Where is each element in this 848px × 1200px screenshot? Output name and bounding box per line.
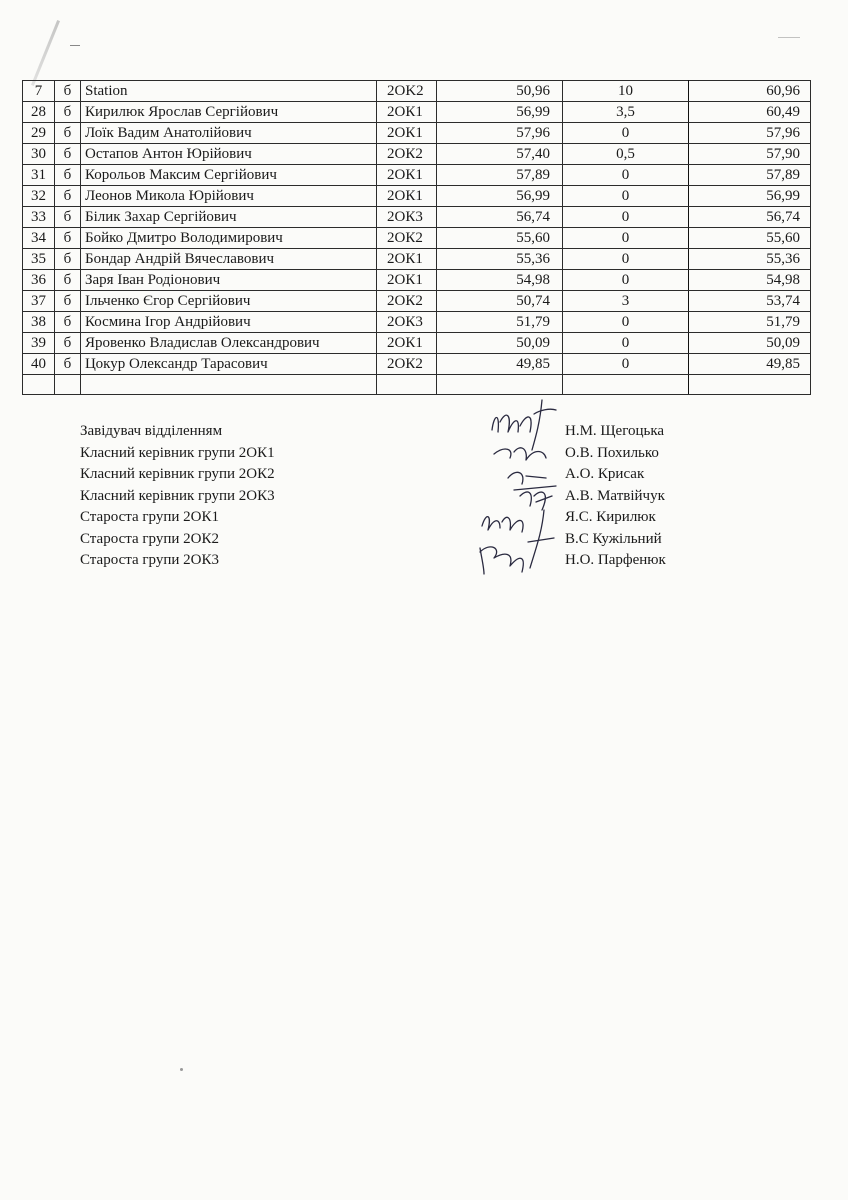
signatory-name: Н.М. Щегоцька bbox=[565, 423, 665, 439]
empty-cell bbox=[81, 375, 377, 395]
table-row bbox=[23, 312, 811, 333]
total-score: 57,96 bbox=[689, 123, 811, 144]
row-number: 32 bbox=[23, 186, 55, 207]
group-code: 2ОК2 bbox=[377, 354, 437, 375]
group-code: 2ОК1 bbox=[377, 333, 437, 354]
student-name: Бондар Андрій Вячеславович bbox=[81, 249, 377, 270]
empty-cell bbox=[377, 375, 437, 395]
signature-row bbox=[0, 506, 848, 528]
average-score: 50,96 bbox=[437, 81, 563, 102]
signature-row bbox=[0, 528, 848, 550]
study-form: б bbox=[55, 102, 81, 123]
table-row bbox=[23, 228, 811, 249]
total-score: 56,74 bbox=[689, 207, 811, 228]
bonus-points: 3 bbox=[563, 291, 689, 312]
table-row bbox=[23, 333, 811, 354]
total-score: 57,89 bbox=[689, 165, 811, 186]
student-name: Яровенко Владислав Олександрович bbox=[81, 333, 377, 354]
signature-row bbox=[0, 463, 848, 485]
study-form: б bbox=[55, 144, 81, 165]
signatory-role: Класний керівник групи 2ОК1 bbox=[80, 444, 275, 461]
scan-artifact-speck bbox=[180, 1068, 183, 1071]
signatory-role: Завідувач відділенням bbox=[80, 423, 223, 439]
signatory-role: Староста групи 2ОК1 bbox=[80, 509, 219, 525]
total-score: 49,85 bbox=[689, 354, 811, 375]
total-score: 53,74 bbox=[689, 291, 811, 312]
row-number: 34 bbox=[23, 228, 55, 249]
table-row-empty bbox=[23, 375, 811, 395]
average-score: 57,40 bbox=[437, 144, 563, 165]
average-score: 57,96 bbox=[437, 123, 563, 144]
study-form: б bbox=[55, 291, 81, 312]
total-score: 51,79 bbox=[689, 312, 811, 333]
study-form: б bbox=[55, 165, 81, 186]
bonus-points: 10 bbox=[563, 81, 689, 102]
signatory-name: Н.О. Парфенюк bbox=[565, 552, 666, 568]
table-row bbox=[23, 249, 811, 270]
group-code: 2OK2 bbox=[377, 81, 437, 102]
table-row bbox=[23, 123, 811, 144]
average-score: 54,98 bbox=[437, 270, 563, 291]
signatory-name: О.В. Похилько bbox=[565, 444, 659, 461]
empty-cell bbox=[563, 375, 689, 395]
student-name: Лоїк Вадим Анатолійович bbox=[81, 123, 377, 144]
student-name: Station bbox=[81, 81, 377, 102]
student-name: Космина Ігор Андрійович bbox=[81, 312, 377, 333]
bonus-points: 0 bbox=[563, 354, 689, 375]
average-score: 55,36 bbox=[437, 249, 563, 270]
signature-row bbox=[0, 442, 848, 464]
total-score: 54,98 bbox=[689, 270, 811, 291]
group-code: 2ОК2 bbox=[377, 291, 437, 312]
signature-row bbox=[0, 549, 848, 571]
row-number: 38 bbox=[23, 312, 55, 333]
row-number: 31 bbox=[23, 165, 55, 186]
average-score: 56,99 bbox=[437, 186, 563, 207]
signatory-name: В.С Кужільний bbox=[565, 530, 662, 547]
group-code: 2ОК2 bbox=[377, 228, 437, 249]
empty-cell bbox=[55, 375, 81, 395]
bonus-points: 0,5 bbox=[563, 144, 689, 165]
bonus-points: 0 bbox=[563, 165, 689, 186]
ranking-table bbox=[22, 80, 811, 395]
student-name: Корольов Максим Сергійович bbox=[81, 165, 377, 186]
bonus-points: 0 bbox=[563, 312, 689, 333]
group-code: 2ОК2 bbox=[377, 144, 437, 165]
signatory-role: Класний керівник групи 2ОК3 bbox=[80, 487, 275, 504]
study-form: б bbox=[55, 123, 81, 144]
scan-artifact-stroke bbox=[31, 20, 60, 86]
row-number: 28 bbox=[23, 102, 55, 123]
student-name: Леонов Микола Юрійович bbox=[81, 186, 377, 207]
average-score: 56,74 bbox=[437, 207, 563, 228]
group-code: 2ОК3 bbox=[377, 312, 437, 333]
average-score: 56,99 bbox=[437, 102, 563, 123]
signatory-role: Староста групи 2ОК2 bbox=[80, 530, 219, 547]
total-score: 60,96 bbox=[689, 81, 811, 102]
row-number: 37 bbox=[23, 291, 55, 312]
signatory-role: Староста групи 2ОК3 bbox=[80, 552, 219, 568]
row-number: 36 bbox=[23, 270, 55, 291]
average-score: 51,79 bbox=[437, 312, 563, 333]
table-row bbox=[23, 186, 811, 207]
scan-artifact-dash bbox=[778, 37, 800, 38]
signatures-block bbox=[0, 420, 848, 590]
row-number: 33 bbox=[23, 207, 55, 228]
table-row bbox=[23, 165, 811, 186]
table-row bbox=[23, 354, 811, 375]
signatory-name: А.О. Крисак bbox=[565, 466, 645, 482]
total-score: 60,49 bbox=[689, 102, 811, 123]
average-score: 50,09 bbox=[437, 333, 563, 354]
signatory-role: Класний керівник групи 2ОК2 bbox=[80, 466, 275, 482]
bonus-points: 0 bbox=[563, 333, 689, 354]
study-form: б bbox=[55, 228, 81, 249]
group-code: 2ОК1 bbox=[377, 270, 437, 291]
study-form: б bbox=[55, 249, 81, 270]
bonus-points: 0 bbox=[563, 123, 689, 144]
table-row bbox=[23, 144, 811, 165]
bonus-points: 0 bbox=[563, 270, 689, 291]
student-name: Ільченко Єгор Сергійович bbox=[81, 291, 377, 312]
study-form: б bbox=[55, 270, 81, 291]
table-row bbox=[23, 207, 811, 228]
row-number: 29 bbox=[23, 123, 55, 144]
bonus-points: 3,5 bbox=[563, 102, 689, 123]
study-form: б bbox=[55, 207, 81, 228]
study-form: б bbox=[55, 312, 81, 333]
signature-row bbox=[0, 485, 848, 507]
signature-row bbox=[0, 420, 848, 442]
student-name: Цокур Олександр Тарасович bbox=[81, 354, 377, 375]
group-code: 2ОК1 bbox=[377, 123, 437, 144]
empty-cell bbox=[23, 375, 55, 395]
row-number: 39 bbox=[23, 333, 55, 354]
student-name: Кирилюк Ярослав Сергійович bbox=[81, 102, 377, 123]
total-score: 55,36 bbox=[689, 249, 811, 270]
bonus-points: 0 bbox=[563, 186, 689, 207]
group-code: 2ОК1 bbox=[377, 249, 437, 270]
group-code: 2ОК1 bbox=[377, 186, 437, 207]
table-row bbox=[23, 81, 811, 102]
study-form: б bbox=[55, 354, 81, 375]
student-name: Білик Захар Сергійович bbox=[81, 207, 377, 228]
row-number: 35 bbox=[23, 249, 55, 270]
bonus-points: 0 bbox=[563, 249, 689, 270]
table-row bbox=[23, 102, 811, 123]
group-code: 2ОК1 bbox=[377, 165, 437, 186]
total-score: 56,99 bbox=[689, 186, 811, 207]
signatory-name: Я.С. Кирилюк bbox=[565, 509, 656, 525]
row-number: 7 bbox=[23, 81, 55, 102]
table-row bbox=[23, 291, 811, 312]
group-code: 2ОК3 bbox=[377, 207, 437, 228]
student-name: Бойко Дмитро Володимирович bbox=[81, 228, 377, 249]
study-form: б bbox=[55, 81, 81, 102]
average-score: 55,60 bbox=[437, 228, 563, 249]
total-score: 57,90 bbox=[689, 144, 811, 165]
bonus-points: 0 bbox=[563, 207, 689, 228]
handwritten-signatures bbox=[470, 392, 580, 592]
total-score: 55,60 bbox=[689, 228, 811, 249]
student-name: Заря Іван Родіонович bbox=[81, 270, 377, 291]
study-form: б bbox=[55, 333, 81, 354]
total-score: 50,09 bbox=[689, 333, 811, 354]
table-row bbox=[23, 270, 811, 291]
average-score: 49,85 bbox=[437, 354, 563, 375]
signatory-name: А.В. Матвійчук bbox=[565, 487, 665, 504]
group-code: 2ОК1 bbox=[377, 102, 437, 123]
average-score: 57,89 bbox=[437, 165, 563, 186]
row-number: 30 bbox=[23, 144, 55, 165]
average-score: 50,74 bbox=[437, 291, 563, 312]
scan-artifact-dash bbox=[70, 45, 80, 46]
study-form: б bbox=[55, 186, 81, 207]
student-name: Остапов Антон Юрійович bbox=[81, 144, 377, 165]
empty-cell bbox=[689, 375, 811, 395]
row-number: 40 bbox=[23, 354, 55, 375]
bonus-points: 0 bbox=[563, 228, 689, 249]
